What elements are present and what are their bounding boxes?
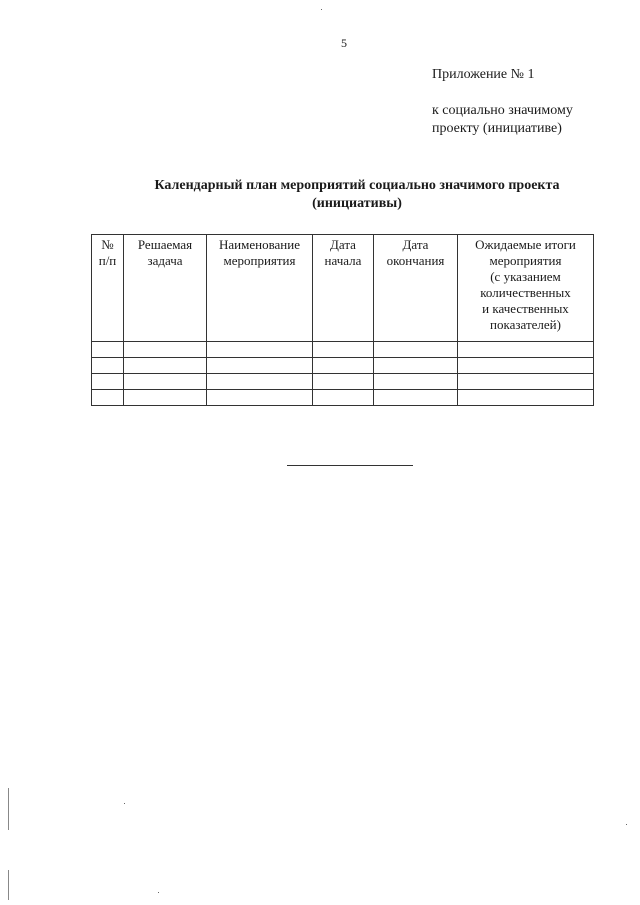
header-text: Наименование (219, 237, 300, 252)
table-cell (124, 358, 207, 374)
header-text: мероприятия (223, 253, 296, 268)
header-text: Ожидаемые итоги (475, 237, 576, 252)
table-cell (124, 374, 207, 390)
table-cell (374, 390, 458, 406)
header-text: задача (147, 253, 183, 268)
appendix-subtitle-line: проекту (инициативе) (432, 121, 562, 136)
table-cell (313, 374, 374, 390)
table-cell (92, 342, 124, 358)
table-header-row (92, 235, 594, 342)
table-cell (124, 390, 207, 406)
header-text: показателей) (490, 317, 561, 332)
scan-speck (158, 892, 159, 893)
table-cell (124, 342, 207, 358)
table-cell (374, 358, 458, 374)
table-row (92, 374, 594, 390)
header-text: (с указанием (490, 269, 561, 284)
table-cell (458, 358, 594, 374)
table-cell (458, 374, 594, 390)
appendix-subtitle (432, 102, 622, 138)
header-text: окончания (386, 253, 445, 268)
appendix-subtitle-line: к социально значимому (432, 103, 573, 118)
header-task (124, 235, 207, 342)
table-cell (458, 390, 594, 406)
table-cell (207, 342, 313, 358)
table-cell (92, 390, 124, 406)
scan-margin-mark (8, 788, 9, 830)
header-end-date (374, 235, 458, 342)
document-title (120, 177, 594, 213)
end-separator-line (287, 465, 413, 466)
header-text: количественных (480, 285, 571, 300)
table-cell (207, 390, 313, 406)
table-row (92, 390, 594, 406)
table-cell (207, 374, 313, 390)
header-text: п/п (98, 253, 117, 268)
document-title-line: Календарный план мероприятий социально значимого проекта (154, 178, 560, 193)
header-expected-results (458, 235, 594, 342)
table-cell (313, 390, 374, 406)
header-text: Дата (402, 237, 429, 252)
table-cell (207, 358, 313, 374)
table-cell (313, 358, 374, 374)
scan-margin-mark (8, 870, 9, 900)
table-row (92, 358, 594, 374)
header-text: начала (324, 253, 362, 268)
header-start-date (313, 235, 374, 342)
header-event-name (207, 235, 313, 342)
header-text: Дата (330, 237, 356, 252)
table-row (92, 342, 594, 358)
scan-speck (626, 824, 627, 825)
table-cell (92, 374, 124, 390)
header-text: мероприятия (489, 253, 562, 268)
appendix-title: Приложение № 1 (432, 67, 535, 82)
table-cell (92, 358, 124, 374)
table-cell (313, 342, 374, 358)
header-text: Решаемая (137, 237, 193, 252)
table-cell (374, 374, 458, 390)
header-text: № (101, 237, 114, 252)
document-title-line: (инициативы) (312, 196, 402, 211)
calendar-plan-table (91, 234, 594, 406)
header-number (92, 235, 124, 342)
scan-speck (321, 9, 322, 10)
table-cell (374, 342, 458, 358)
page-number: 5 (341, 36, 347, 50)
scan-speck (124, 803, 125, 804)
header-text: и качественных (482, 301, 569, 316)
table-cell (458, 342, 594, 358)
